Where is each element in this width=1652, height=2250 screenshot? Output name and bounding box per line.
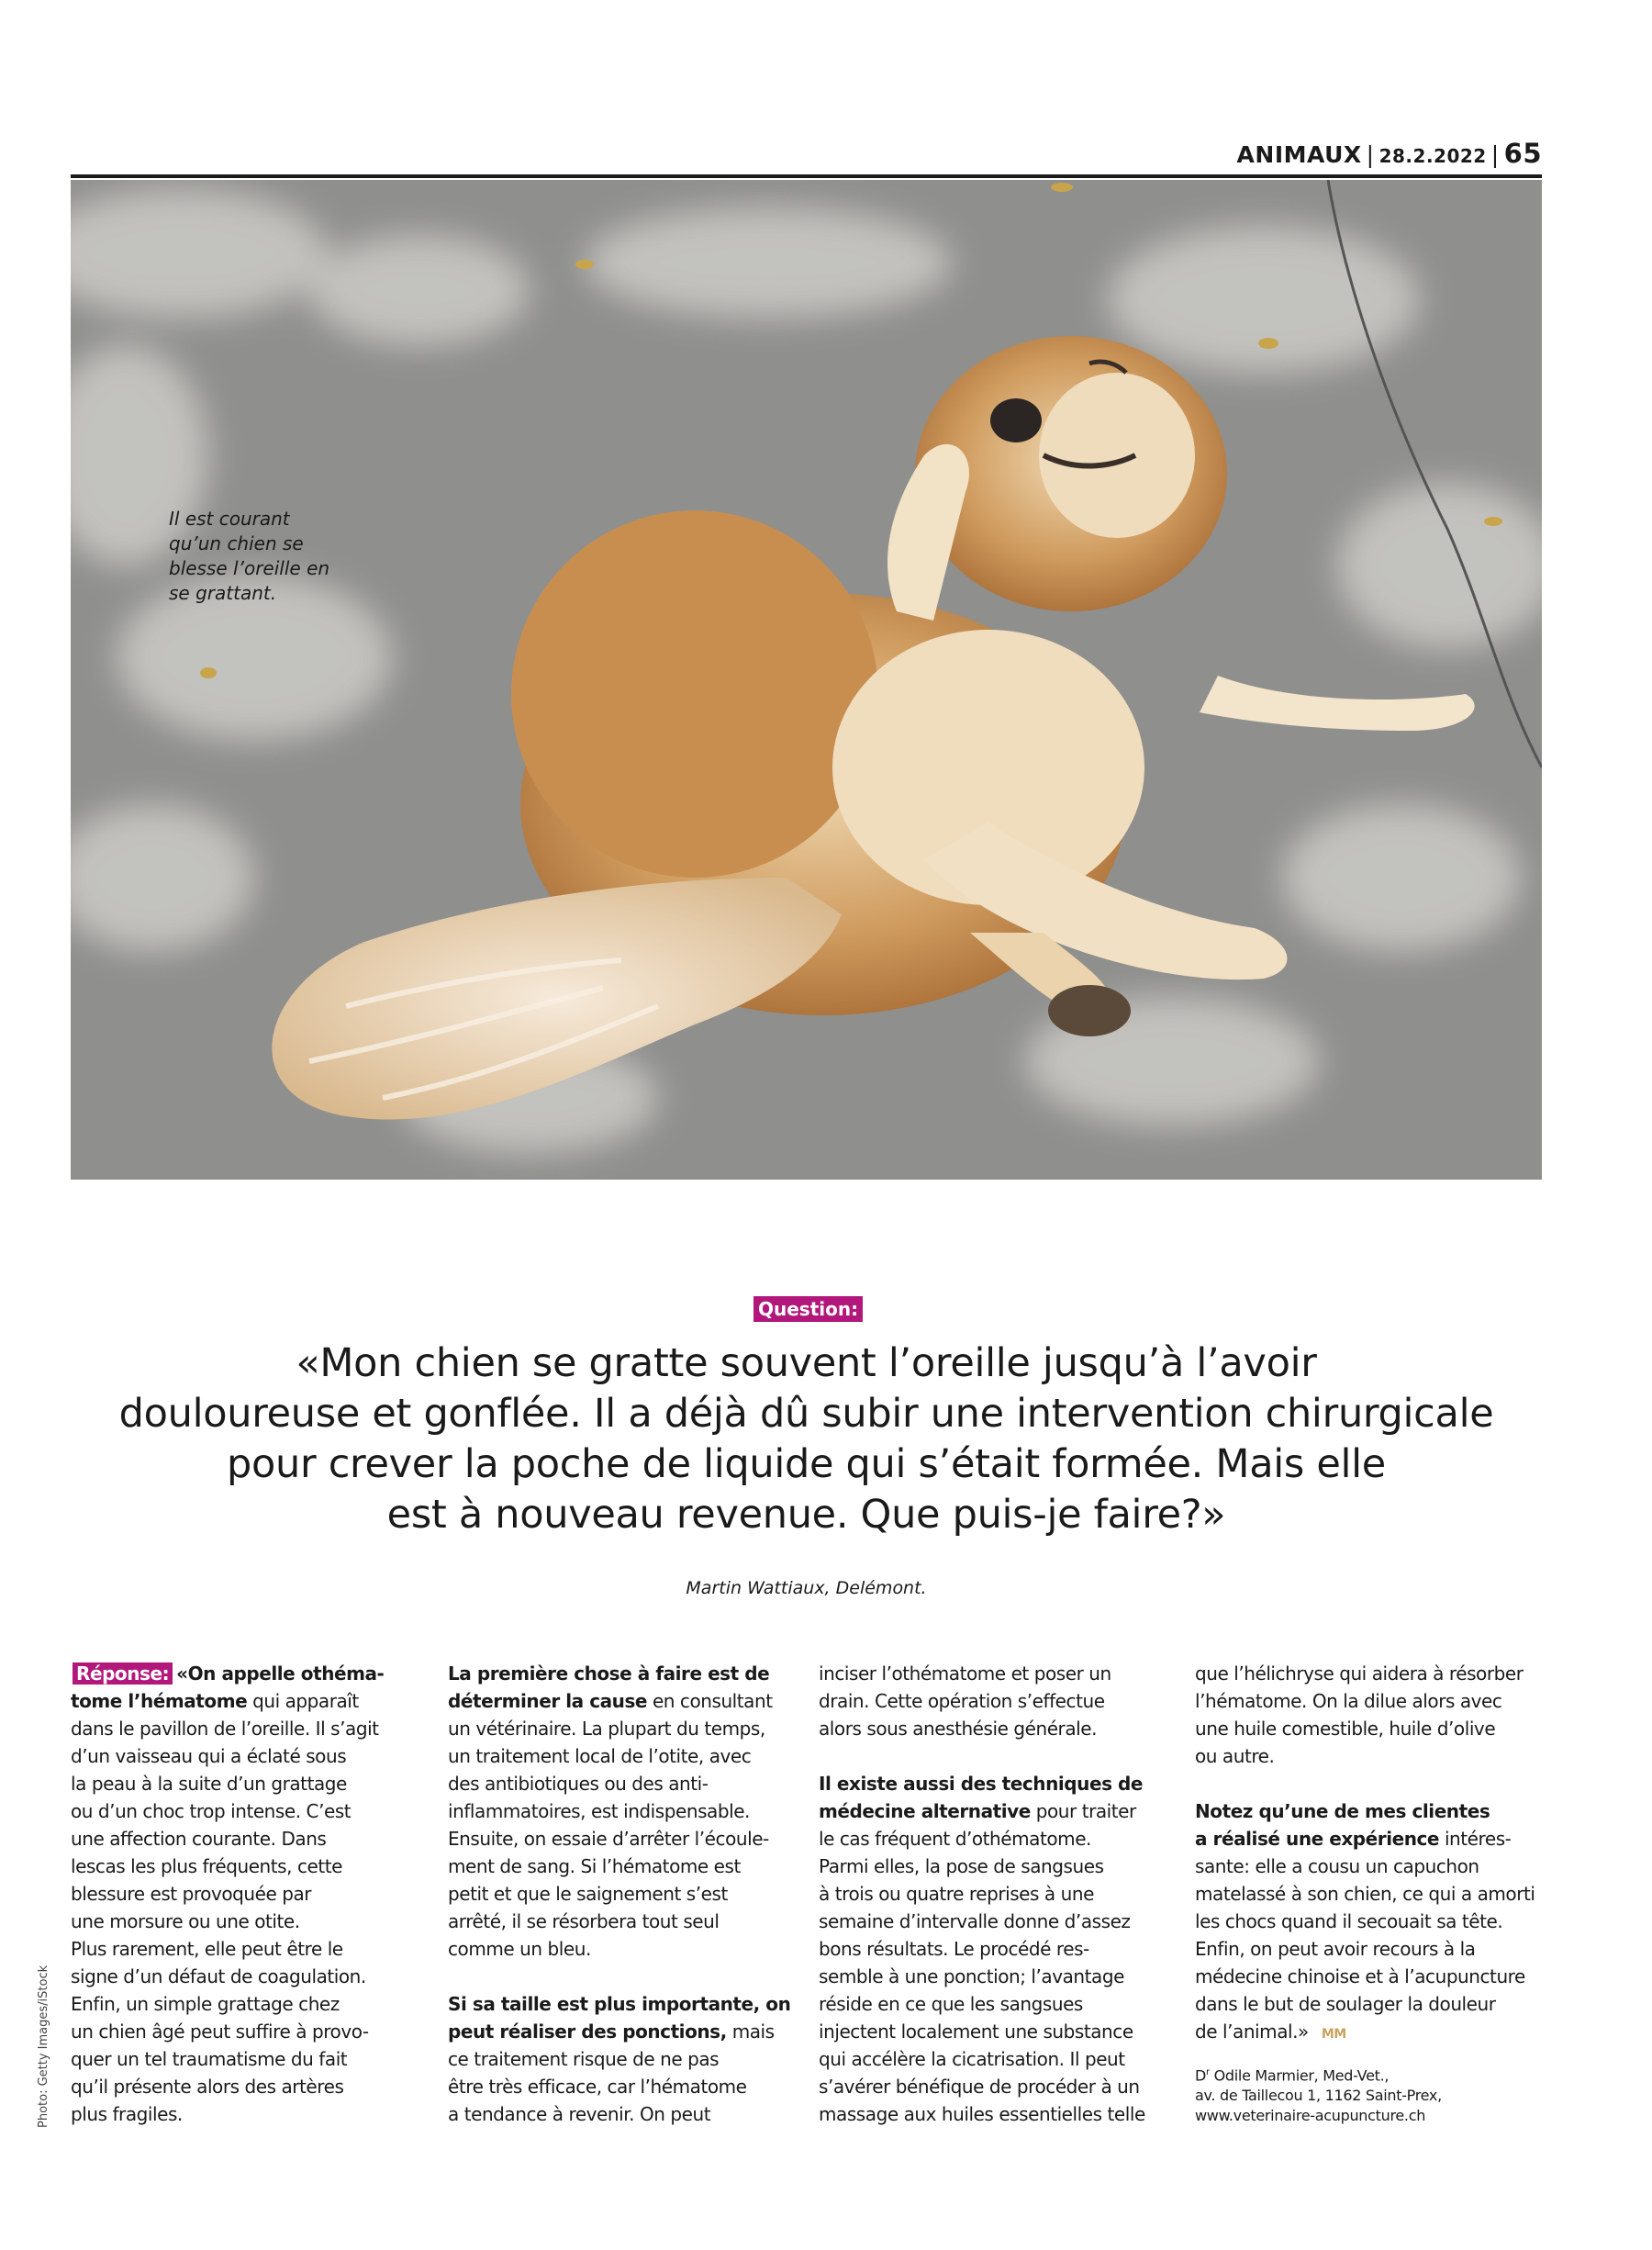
text-run: qui apparaît — [247, 1690, 359, 1712]
text-run: mais — [726, 2021, 775, 2043]
signature-block — [1195, 2063, 1544, 2126]
text-line: qu’il présente alors des artères — [71, 2076, 344, 2098]
paragraph-gap — [819, 1742, 1167, 1770]
dog-photo — [71, 180, 1542, 1180]
paragraph-lead: La première chose à faire est de — [448, 1662, 770, 1685]
caption-line: Il est courant — [169, 508, 290, 530]
quote-line: est à nouveau revenue. Que puis-je faire?» — [386, 1492, 1226, 1538]
text-line: une huile comestible, huile d’olive — [1195, 1718, 1496, 1740]
text-line: qui accélère la cicatrisation. Il peut — [819, 2048, 1125, 2070]
paragraph-lead: Si sa taille est plus importante, on — [448, 1993, 791, 2015]
paragraph-gap — [448, 1963, 797, 1990]
text-line: semaine d’intervalle donne d’assez — [819, 1910, 1131, 1932]
answer-column-4 — [1195, 1660, 1544, 2126]
text-line: s’avérer bénéfique de procéder à un — [819, 2076, 1140, 2098]
sig-prefix: D — [1195, 2066, 1207, 2085]
paragraph-lead: Il existe aussi des techniques de — [819, 1773, 1144, 1795]
text-line: matelassé à son chien, ce qui a amorti — [1195, 1883, 1535, 1905]
question-label: Question: — [753, 1296, 863, 1322]
text-line: dans le but de soulager la douleur — [1195, 1993, 1496, 2015]
sig-sup: r — [1206, 2067, 1210, 2077]
text-line: Ensuite, on essaie d’arrêter l’écoule- — [448, 1828, 769, 1850]
text-line: Enfin, on peut avoir recours à la — [1195, 1938, 1476, 1960]
text-line: blessure est provoquée par — [71, 1883, 312, 1905]
text-line: être très efficace, car l’hématome — [448, 2076, 747, 2098]
sig-address: av. de Taillecou 1, 1162 Saint-Prex, — [1195, 2087, 1442, 2105]
page-header — [1237, 138, 1542, 169]
paragraph-lead: médecine alternative — [819, 1800, 1031, 1822]
header-separator-2: | — [1490, 141, 1500, 168]
dog-scratching-illustration — [71, 180, 1542, 1180]
text-line: massage aux huiles essentielles telle — [819, 2103, 1145, 2125]
text-line: le cas fréquent d’othématome. — [819, 1828, 1091, 1850]
text-line: Plus rarement, elle peut être le — [71, 1938, 343, 1960]
page-number: 65 — [1503, 138, 1542, 169]
text-run: en consultant — [647, 1690, 773, 1712]
text-line: arrêté, il se résorbera tout seul — [448, 1910, 720, 1932]
sig-website: www.veterinaire-acupuncture.ch — [1195, 2107, 1426, 2125]
text-line: une morsure ou une otite. — [71, 1910, 300, 1932]
question-author: Martin Wattiaux, Delémont. — [686, 1578, 927, 1598]
paragraph-lead: a réalisé une expérience — [1195, 1828, 1440, 1850]
text-line: d’un vaisseau qui a éclaté sous — [71, 1745, 347, 1767]
text-line: ment de sang. Si l’hématome est — [448, 1855, 741, 1877]
section-name: ANIMAUX — [1236, 141, 1362, 168]
question-quote — [71, 1338, 1542, 1540]
text-line: alors sous anesthésie générale. — [819, 1718, 1098, 1740]
text-line: Enfin, un simple grattage chez — [71, 1993, 340, 2015]
text-line: petit et que le saignement s’est — [448, 1883, 728, 1905]
text-line: l’hématome. On la dilue alors avec — [1195, 1690, 1502, 1712]
text-line: des antibiotiques ou des anti- — [448, 1773, 709, 1795]
text-line: comme un bleu. — [448, 1938, 591, 1960]
text-line: sante: elle a cousu un capuchon — [1195, 1855, 1479, 1877]
signature-gap — [1195, 2048, 1544, 2063]
text-line: inciser l’othématome et poser un — [819, 1662, 1111, 1685]
photo-caption — [169, 507, 380, 606]
text-line: à trois ou quatre reprises à une — [819, 1883, 1094, 1905]
paragraph-lead: déterminer la cause — [448, 1690, 648, 1712]
text-line: la peau à la suite d’un grattage — [71, 1773, 347, 1795]
text-run: intéres- — [1439, 1828, 1512, 1850]
answer-lead: tome l’hématome — [71, 1690, 248, 1712]
text-line: a tendance à revenir. On peut — [448, 2103, 711, 2125]
sig-name: Odile Marmier, Med-Vet., — [1209, 2066, 1390, 2085]
answer-column-3 — [819, 1660, 1167, 2128]
caption-line: se grattant. — [169, 582, 277, 604]
text-line: quer un tel traumatisme du fait — [71, 2048, 348, 2070]
text-line: que l’hélichryse qui aidera à résorber — [1195, 1662, 1524, 1685]
caption-line: blesse l’oreille en — [169, 557, 330, 579]
text-run: de l’animal.» — [1195, 2021, 1309, 2043]
text-line: réside en ce que les sangsues — [819, 1993, 1083, 2015]
issue-date: 28.2.2022 — [1379, 145, 1487, 167]
header-separator: | — [1366, 141, 1375, 168]
header-rule — [71, 174, 1542, 178]
text-line: injectent localement une substance — [819, 2021, 1133, 2043]
paragraph-gap — [1195, 1770, 1544, 1797]
answer-lead: «On appelle othéma- — [176, 1662, 385, 1685]
text-line: ce traitement risque de ne pas — [448, 2048, 720, 2070]
text-line: un vétérinaire. La plupart du temps, — [448, 1718, 765, 1740]
text-line: un chien âgé peut suffire à provo- — [71, 2021, 369, 2043]
text-line: dans le pavillon de l’oreille. Il s’agit — [71, 1718, 379, 1740]
text-line: inflammatoires, est indispensable. — [448, 1800, 750, 1822]
text-line: Parmi elles, la pose de sangsues — [819, 1855, 1104, 1877]
quote-line: douloureuse et gonflée. Il a déjà dû subir une intervention chirurgicale — [118, 1391, 1494, 1437]
text-run: pour traiter — [1030, 1800, 1136, 1822]
text-line: semble à une ponction; l’avantage — [819, 1965, 1124, 1987]
text-line: lescas les plus fréquents, cette — [71, 1855, 343, 1877]
text-line: bons résultats. Le procédé res- — [819, 1938, 1089, 1960]
text-line: signe d’un défaut de coagulation. — [71, 1965, 366, 1987]
text-line: drain. Cette opération s’effectue — [819, 1690, 1105, 1712]
text-line: médecine chinoise et à l’acupuncture — [1195, 1965, 1525, 1987]
paragraph-lead: peut réaliser des ponctions, — [448, 2021, 727, 2043]
text-line: une affection courante. Dans — [71, 1828, 327, 1850]
answer-column-2 — [448, 1660, 797, 2128]
answer-label: Réponse: — [73, 1662, 173, 1685]
author-initials: MM — [1321, 2027, 1346, 2042]
text-line: ou d’un choc trop intense. C’est — [71, 1800, 352, 1822]
text-line: ou autre. — [1195, 1745, 1275, 1767]
quote-line: «Mon chien se gratte souvent l’oreille jusqu’à l’avoir — [296, 1340, 1317, 1386]
text-line: plus fragiles. — [71, 2103, 183, 2125]
text-line: les chocs quand il secouait sa tête. — [1195, 1910, 1503, 1932]
text-line: un traitement local de l’otite, avec — [448, 1745, 752, 1767]
caption-line: qu’un chien se — [169, 532, 304, 554]
answer-column-1 — [71, 1660, 419, 2128]
photo-credit: Photo: Getty Images/iStock — [37, 1965, 50, 2128]
paragraph-lead: Notez qu’une de mes clientes — [1195, 1800, 1490, 1822]
quote-line: pour crever la poche de liquide qui s’était formée. Mais elle — [227, 1441, 1386, 1487]
